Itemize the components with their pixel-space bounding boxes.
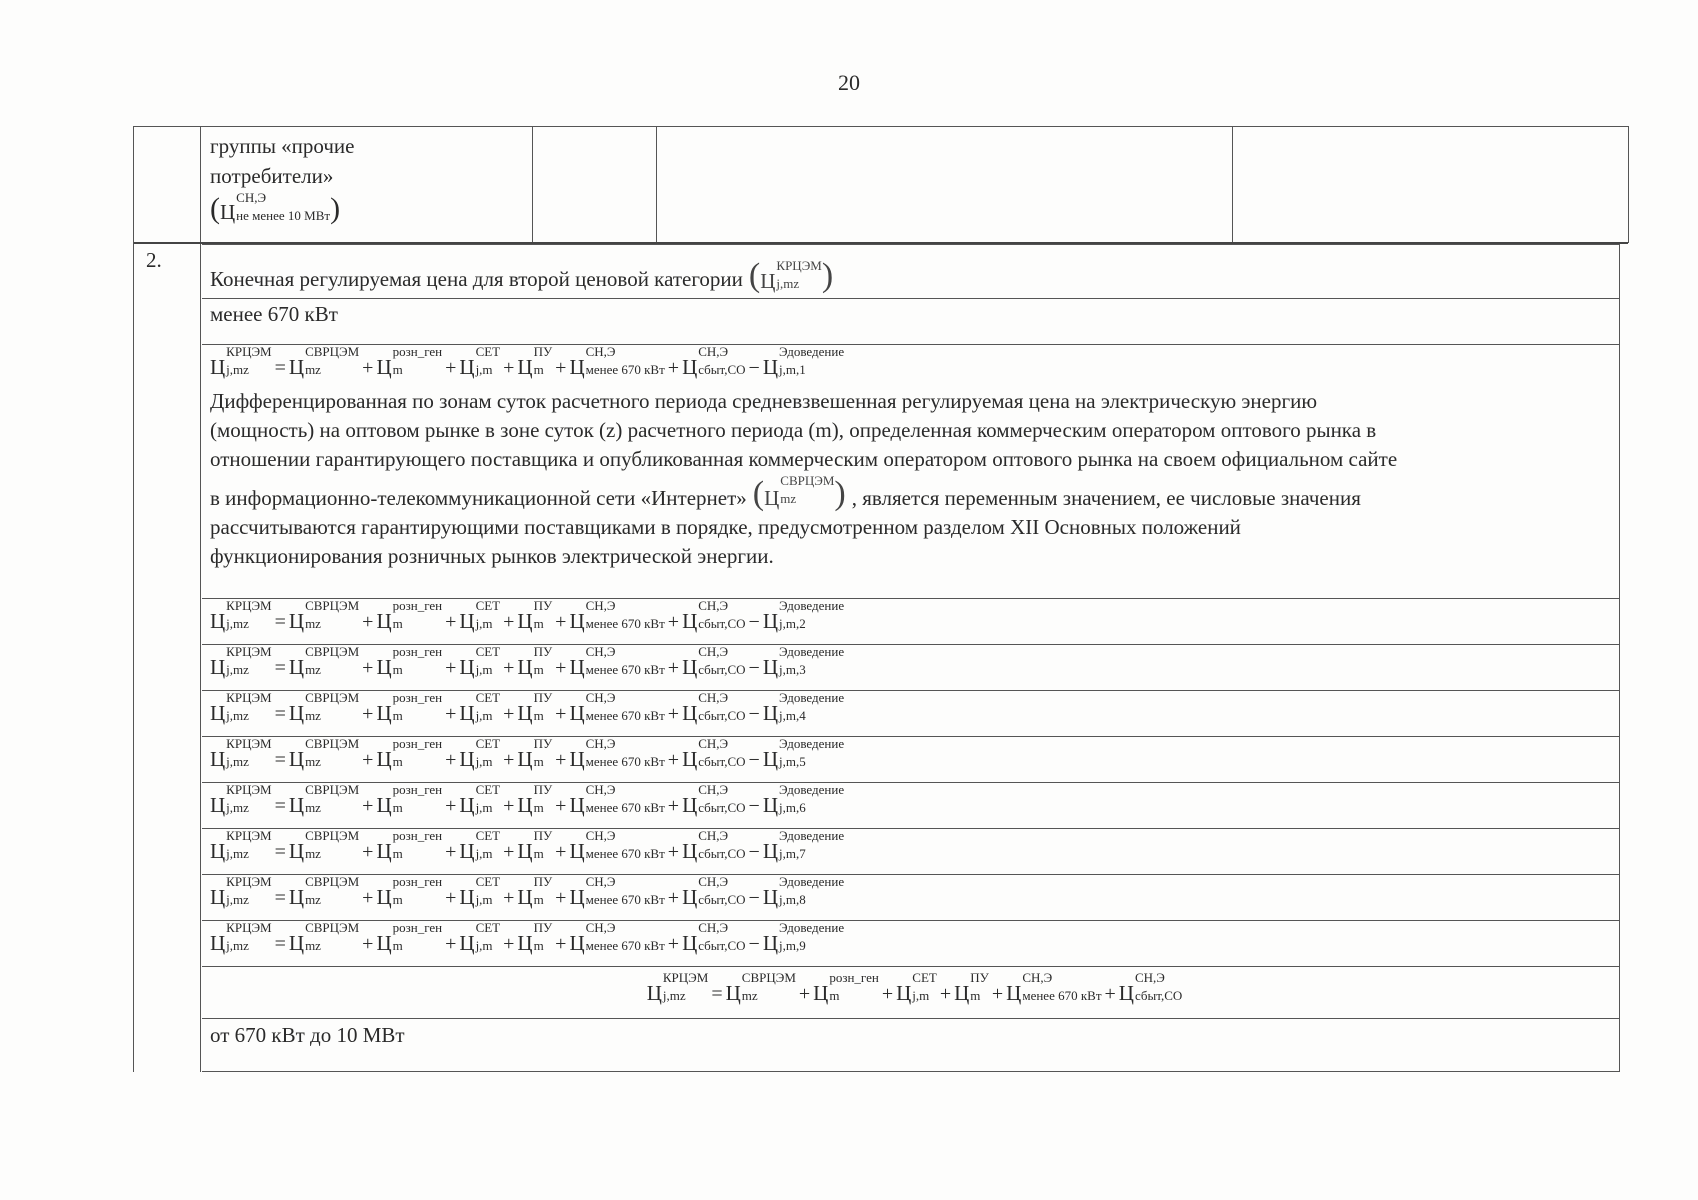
formula-operator: + <box>362 887 374 909</box>
subheading-text: от 670 кВт до 10 МВт <box>210 1023 405 1047</box>
formula-operator: + <box>445 933 457 955</box>
formula-operator: + <box>503 795 515 817</box>
wholesale-price-term: Ц СВРЦЭМ mz <box>288 644 360 679</box>
formula-operator: + <box>555 611 567 633</box>
retail-generation-term: Ц розн_ген m <box>813 970 879 1005</box>
final-price-term: Ц КРЦЭМ j,mz <box>210 690 272 725</box>
formula-operator: + <box>445 841 457 863</box>
infrastructure-term: Ц ПУ m <box>517 782 553 817</box>
formula-operator: = <box>274 841 286 863</box>
sales-markup-co-term: Ц СН,Э сбыт,СО <box>682 920 746 955</box>
delivery-term: Ц Эдоведение j,m,7 <box>762 828 845 863</box>
formula-operator: + <box>667 657 680 679</box>
formula-operator: + <box>555 749 567 771</box>
sales-markup-term: Ц СН,Э менее 670 кВт <box>569 828 665 863</box>
wholesale-price-term: Ц СВРЦЭМ mz <box>288 782 360 817</box>
infrastructure-term: Ц ПУ m <box>517 598 553 633</box>
formula-line <box>210 875 1619 915</box>
formula-operator: + <box>445 657 457 679</box>
wholesale-price-term: Ц СВРЦЭМ mz <box>288 736 360 771</box>
delivery-term: Ц Эдоведение j,m,4 <box>762 690 845 725</box>
formula-operator: + <box>798 983 811 1005</box>
formula-cell <box>202 644 1620 690</box>
formula-operator: + <box>503 703 515 725</box>
formula-operator: − <box>748 703 760 725</box>
formula-operator: − <box>748 887 760 909</box>
infrastructure-term: Ц ПУ m <box>517 828 553 863</box>
formula-operator: + <box>667 611 680 633</box>
retail-generation-term: Ц розн_ген m <box>376 344 443 379</box>
formula-operator: + <box>555 933 567 955</box>
formula-operator: + <box>362 357 374 379</box>
formula-operator: − <box>748 795 760 817</box>
formula-operator: + <box>445 749 457 771</box>
formula-operator: + <box>667 887 680 909</box>
sales-markup-term: Ц СН,Э менее 670 кВт <box>569 344 665 379</box>
retail-generation-term: Ц розн_ген m <box>376 874 443 909</box>
network-tariff-term: Ц СЕТ j,m <box>459 644 501 679</box>
text-line: группы «прочие <box>210 134 355 158</box>
formula-operator: = <box>274 749 286 771</box>
formula-cell <box>202 690 1620 736</box>
heading-symbol: ( Ц КРЦЭМ j,mz ) <box>748 257 834 294</box>
network-tariff-term: Ц СЕТ j,m <box>459 344 501 379</box>
wholesale-price-term: Ц СВРЦЭМ mz <box>288 690 360 725</box>
delivery-term: Ц Эдоведение j,m,5 <box>762 736 845 771</box>
row-2-content <box>202 244 1630 1072</box>
formula-operator: = <box>711 983 723 1005</box>
formula-operator: + <box>555 795 567 817</box>
formula-operator: − <box>748 357 760 379</box>
formula-operator: − <box>748 841 760 863</box>
sales-markup-term: Ц СН,Э менее 670 кВт <box>1006 970 1102 1005</box>
formula-operator: + <box>503 657 515 679</box>
infrastructure-term: Ц ПУ m <box>517 644 553 679</box>
formula-operator: − <box>748 611 760 633</box>
formula-operator: = <box>274 357 286 379</box>
subheading-cell <box>202 1018 1620 1072</box>
formula-cell-centered <box>202 966 1620 1018</box>
price-symbol: Ц СН,Э не менее 10 МВт <box>220 190 331 224</box>
delivery-term: Ц Эдоведение j,m,6 <box>762 782 845 817</box>
formula-operator: + <box>445 887 457 909</box>
sales-markup-co-term: Ц СН,Э сбыт,СО <box>1118 970 1183 1005</box>
formula-operator: + <box>503 357 515 379</box>
sales-markup-co-term: Ц СН,Э сбыт,СО <box>682 736 746 771</box>
table-frame <box>133 126 1630 1072</box>
sales-markup-co-term: Ц СН,Э сбыт,СО <box>682 782 746 817</box>
delivery-term: Ц Эдоведение j,m,8 <box>762 874 845 909</box>
formula-operator: + <box>503 933 515 955</box>
formula-operator: + <box>445 357 457 379</box>
formula-operator: + <box>362 841 374 863</box>
sales-markup-term: Ц СН,Э менее 670 кВт <box>569 782 665 817</box>
formula-line <box>210 829 1619 869</box>
infrastructure-term: Ц ПУ m <box>517 690 553 725</box>
formula-cell <box>202 874 1620 920</box>
symbol-group: ( Ц СН,Э не менее 10 МВт ) <box>210 190 341 225</box>
formula-operator: + <box>667 795 680 817</box>
delivery-term: Ц Эдоведение j,m,2 <box>762 598 845 633</box>
formula-operator: + <box>555 841 567 863</box>
formula-operator: + <box>362 795 374 817</box>
final-price-term: Ц КРЦЭМ j,mz <box>210 644 272 679</box>
sales-markup-term: Ц СН,Э менее 670 кВт <box>569 920 665 955</box>
formula-operator: = <box>274 657 286 679</box>
formula-cell <box>202 782 1620 828</box>
sales-markup-term: Ц СН,Э менее 670 кВт <box>569 736 665 771</box>
formula-operator: − <box>748 749 760 771</box>
sales-markup-co-term: Ц СН,Э сбыт,СО <box>682 644 746 679</box>
network-tariff-term: Ц СЕТ j,m <box>459 736 501 771</box>
formula-operator: + <box>503 611 515 633</box>
formula-paragraph-cell <box>202 344 1620 598</box>
formula-line <box>210 691 1619 731</box>
formula-operator: = <box>274 933 286 955</box>
formula-operator: + <box>667 933 680 955</box>
wholesale-price-term: Ц СВРЦЭМ mz <box>288 828 360 863</box>
subheading-text: менее 670 кВт <box>210 302 338 326</box>
formula-operator: + <box>503 887 515 909</box>
page-number: 20 <box>838 70 860 95</box>
formula-operator: = <box>274 611 286 633</box>
formula-cell <box>202 736 1620 782</box>
heading-text: Конечная регулируемая цена для второй ценовой категории <box>210 267 743 291</box>
final-price-term: Ц КРЦЭМ j,mz <box>210 828 272 863</box>
formula-operator: + <box>445 703 457 725</box>
formula-line <box>210 599 1619 639</box>
formula-operator: = <box>274 795 286 817</box>
wholesale-price-term: Ц СВРЦЭМ mz <box>288 874 360 909</box>
formula-line <box>210 737 1619 777</box>
wholesale-price-term: Ц СВРЦЭМ mz <box>288 598 360 633</box>
network-tariff-term: Ц СЕТ j,m <box>459 828 501 863</box>
infrastructure-term: Ц ПУ m <box>517 736 553 771</box>
row-number: 2. <box>146 248 162 272</box>
formula-operator: + <box>555 357 567 379</box>
formula-line <box>210 921 1619 961</box>
formula-cell <box>202 920 1620 966</box>
heading-cell <box>202 244 1620 298</box>
formula-operator: + <box>445 611 457 633</box>
sales-markup-co-term: Ц СН,Э сбыт,СО <box>682 690 746 725</box>
network-tariff-term: Ц СЕТ j,m <box>896 970 937 1005</box>
wholesale-price-term: Ц СВРЦЭМ mz <box>288 920 360 955</box>
formula-operator: = <box>274 703 286 725</box>
formula-operator: + <box>667 749 680 771</box>
sales-markup-term: Ц СН,Э менее 670 кВт <box>569 644 665 679</box>
infrastructure-term: Ц ПУ m <box>517 920 553 955</box>
formula-line <box>210 783 1619 823</box>
description-paragraph: Дифференцированная по зонам суток расчетного периода средневзвешенная регулируемая цена на электрическую энергию (мощность) на оптовом рынке в зоне суток (z) расчетного периода (m), определенная коммерческим оператором оптового рынка в отношении гарантирующего поставщика и опубликованная коммерческим оператором оптового рынка на своем официальном сайте в информационно-телекоммуникационной сети «Интернет» ( Ц СВРЦЭМ mz ) , является переменным значением, ее числовые значения рассчитываются гарантирующими поставщиками в порядке, предусмотренном разделом XII Основных положений функционирования розничных рынков электрической энергии. <box>210 389 1398 568</box>
retail-generation-term: Ц розн_ген m <box>376 690 443 725</box>
market-price-symbol: ( Ц СВРЦЭМ mz ) <box>752 473 846 512</box>
delivery-term: Ц Эдоведение j,m,9 <box>762 920 845 955</box>
retail-generation-term: Ц розн_ген m <box>376 828 443 863</box>
retail-generation-term: Ц розн_ген m <box>376 644 443 679</box>
final-price-term: Ц КРЦЭМ j,mz <box>210 344 272 379</box>
delivery-term: Ц Эдоведение j,m,1 <box>762 344 845 379</box>
infrastructure-term: Ц ПУ m <box>954 970 989 1005</box>
formula-operator: + <box>362 611 374 633</box>
formula-cell <box>202 828 1620 874</box>
formula-operator: + <box>939 983 952 1005</box>
formula-operator: + <box>881 983 894 1005</box>
continuation-text <box>210 131 355 227</box>
sales-markup-co-term: Ц СН,Э сбыт,СО <box>682 344 746 379</box>
final-price-term: Ц КРЦЭМ j,mz <box>210 920 272 955</box>
network-tariff-term: Ц СЕТ j,m <box>459 874 501 909</box>
formula-operator: − <box>748 933 760 955</box>
network-tariff-term: Ц СЕТ j,m <box>459 920 501 955</box>
sales-markup-co-term: Ц СН,Э сбыт,СО <box>682 598 746 633</box>
formula-operator: − <box>748 657 760 679</box>
formula-operator: + <box>555 887 567 909</box>
network-tariff-term: Ц СЕТ j,m <box>459 690 501 725</box>
formula-operator: + <box>362 657 374 679</box>
retail-generation-term: Ц розн_ген m <box>376 782 443 817</box>
wholesale-price-term: Ц СВРЦЭМ mz <box>288 344 360 379</box>
retail-generation-term: Ц розн_ген m <box>376 598 443 633</box>
infrastructure-term: Ц ПУ m <box>517 874 553 909</box>
final-price-term: Ц КРЦЭМ j,mz <box>210 736 272 771</box>
network-tariff-term: Ц СЕТ j,m <box>459 598 501 633</box>
wholesale-price-term: Ц СВРЦЭМ mz <box>725 970 796 1005</box>
formula-operator: + <box>503 841 515 863</box>
formula-operator: + <box>555 657 567 679</box>
formula-operator: + <box>362 703 374 725</box>
formula-operator: + <box>555 703 567 725</box>
final-price-term: Ц КРЦЭМ j,mz <box>210 874 272 909</box>
sales-markup-co-term: Ц СН,Э сбыт,СО <box>682 828 746 863</box>
text-line: потребители» <box>210 164 334 188</box>
formula-operator: + <box>362 933 374 955</box>
delivery-term: Ц Эдоведение j,m,3 <box>762 644 845 679</box>
formula-operator: + <box>362 749 374 771</box>
formula-operator: + <box>667 357 680 379</box>
infrastructure-term: Ц ПУ m <box>517 344 553 379</box>
formula-operator: + <box>991 983 1004 1005</box>
sales-markup-term: Ц СН,Э менее 670 кВт <box>569 874 665 909</box>
sales-markup-term: Ц СН,Э менее 670 кВт <box>569 690 665 725</box>
formula-line <box>210 645 1619 685</box>
sales-markup-term: Ц СН,Э менее 670 кВт <box>569 598 665 633</box>
retail-generation-term: Ц розн_ген m <box>376 920 443 955</box>
final-price-term: Ц КРЦЭМ j,mz <box>210 598 272 633</box>
final-price-term: Ц КРЦЭМ j,mz <box>210 782 272 817</box>
formula-operator: + <box>667 841 680 863</box>
retail-generation-term: Ц розн_ген m <box>376 736 443 771</box>
formula-operator: + <box>667 703 680 725</box>
formula-cell <box>202 598 1620 644</box>
formula-operator: + <box>1104 983 1116 1005</box>
formula-line <box>210 345 1619 385</box>
subheading-cell <box>202 298 1620 344</box>
sales-markup-co-term: Ц СН,Э сбыт,СО <box>682 874 746 909</box>
formula-operator: + <box>503 749 515 771</box>
final-price-term: Ц КРЦЭМ j,mz <box>646 970 709 1005</box>
formula-operator: = <box>274 887 286 909</box>
formula-line-centered <box>210 967 1619 1011</box>
formula-operator: + <box>445 795 457 817</box>
network-tariff-term: Ц СЕТ j,m <box>459 782 501 817</box>
continuation-row <box>134 126 1629 243</box>
